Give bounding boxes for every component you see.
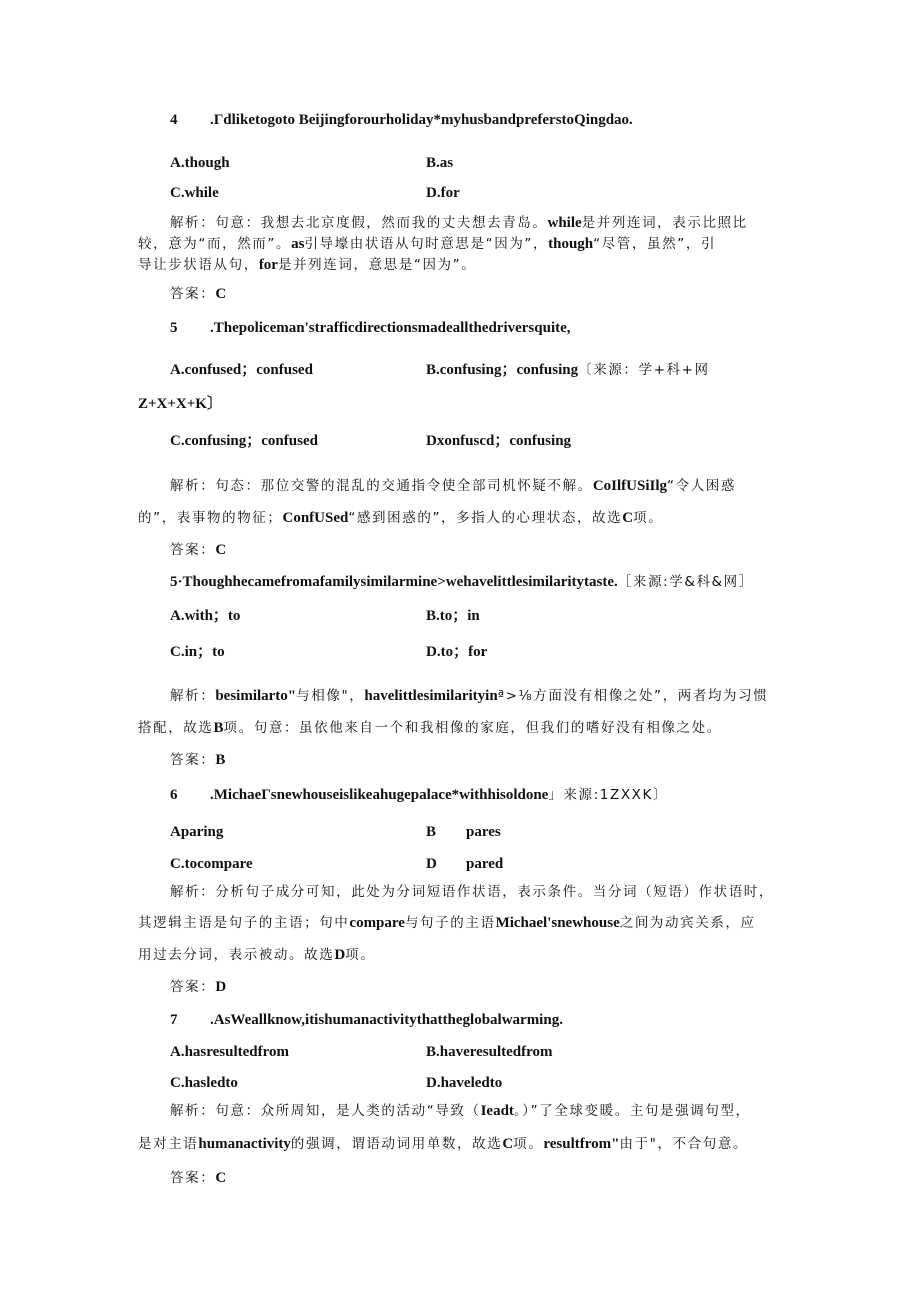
- option-c: C.hasledto: [170, 1075, 238, 1091]
- option-d: D.to；for: [426, 644, 488, 660]
- question-stem: .MichaeГsnewhouseislikeahugepalace*withhisoldone」来源:1ZXXK〕: [210, 787, 669, 803]
- answer-line: 答案：C: [170, 1170, 227, 1186]
- question-number: 5: [170, 320, 178, 336]
- source-note: Z+X+X+K〕: [138, 396, 222, 412]
- question-number: 6: [170, 787, 178, 803]
- option-b: pares: [466, 824, 501, 840]
- option-a: A.hasresultedfrom: [170, 1044, 290, 1060]
- explanation-line: 是对主语humanactivity的强调，谓语动词用单数，故选C项。resultfrom"由于"，不合句意。: [138, 1136, 749, 1152]
- option-b-letter: B: [426, 824, 437, 840]
- option-c: C.while: [170, 185, 219, 201]
- question-number: 4: [170, 112, 178, 128]
- option-d: Dxonfuscd；confusing: [426, 433, 572, 449]
- option-b: B.as: [426, 155, 454, 171]
- question-stem: .AsWeallknow,itishumanactivitythattheglobalwarming.: [210, 1012, 563, 1028]
- answer-line: 答案：D: [170, 979, 227, 995]
- explanation-line: 解析：句态：那位交警的混乱的交通指令使全部司机怀疑不解。CoIlfUSiIlg“令人困惑: [170, 478, 736, 494]
- explanation-line: 解析：句意：众所周知，是人类的活动“导致（Ieadt。）”了全球变暖。主句是强调句型，: [170, 1103, 751, 1119]
- option-a: A.though: [170, 155, 230, 171]
- question-stem: .Гdliketogoto Beijingforourholiday*myhusbandpreferstoQingdao.: [210, 112, 633, 128]
- explanation-line: 较，意为“而，然而”。as引导壕由状语从句时意思是“因为”，though“尽管，虽然”，引: [138, 236, 717, 252]
- option-a: A.confused；confused: [170, 362, 313, 378]
- option-b: B.confusing；confusing〔来源：学+科+网: [426, 362, 710, 378]
- explanation-line: 搭配，故选B项。句意：虽依他来自一个和我相像的家庭，但我们的嗜好没有相像之处。: [138, 720, 722, 736]
- option-d-letter: D: [426, 856, 437, 872]
- explanation-line: 解析：分析句子成分可知，此处为分词短语作状语，表示条件。当分词（短语）作状语时，: [170, 884, 774, 900]
- explanation-line: 用过去分词，表示被动。故选D项。: [138, 947, 376, 963]
- answer-line: 答案：C: [170, 286, 227, 302]
- option-c: C.confusing；confused: [170, 433, 318, 449]
- option-d: pared: [466, 856, 504, 872]
- option-d: D.haveledto: [426, 1075, 503, 1091]
- explanation-line: 导让步状语从句，for是并列连词，意思是“因为”。: [138, 257, 477, 273]
- answer-line: 答案：B: [170, 752, 226, 768]
- option-c: C.tocompare: [170, 856, 253, 872]
- option-a: Aparing: [170, 824, 224, 840]
- explanation-line: 的”，表事物的物征；ConfUSed“感到困惑的”，多指人的心理状态，故选C项。: [138, 510, 664, 526]
- explanation-line: 解析：句意：我想去北京度假，然而我的丈夫想去青岛。while是并列连词，表示比照比: [170, 215, 748, 231]
- option-d: D.for: [426, 185, 460, 201]
- explanation-line: 其逻辑主语是句子的主语；句中compare与句子的主语Michael'snewhouse之间为动宾关系，应: [138, 915, 756, 931]
- option-b: B.to；in: [426, 608, 480, 624]
- question-stem: 5·Thoughhecamefromafamilysimilarmine>wehavelittlesimilaritytaste.［来源:学&科&网］: [170, 574, 754, 590]
- question-stem: .Thepoliceman'strafficdirectionsmadeallthedriversquite,: [210, 320, 571, 336]
- option-c: C.in；to: [170, 644, 225, 660]
- answer-line: 答案：C: [170, 542, 227, 558]
- explanation-line: 解析：besimilarto"与相像"，havelittlesimilarityinª>⅛方面没有相像之处”，两者均为习惯: [170, 688, 769, 704]
- option-a: A.with；to: [170, 608, 241, 624]
- option-b: B.haveresultedfrom: [426, 1044, 553, 1060]
- question-number: 7: [170, 1012, 178, 1028]
